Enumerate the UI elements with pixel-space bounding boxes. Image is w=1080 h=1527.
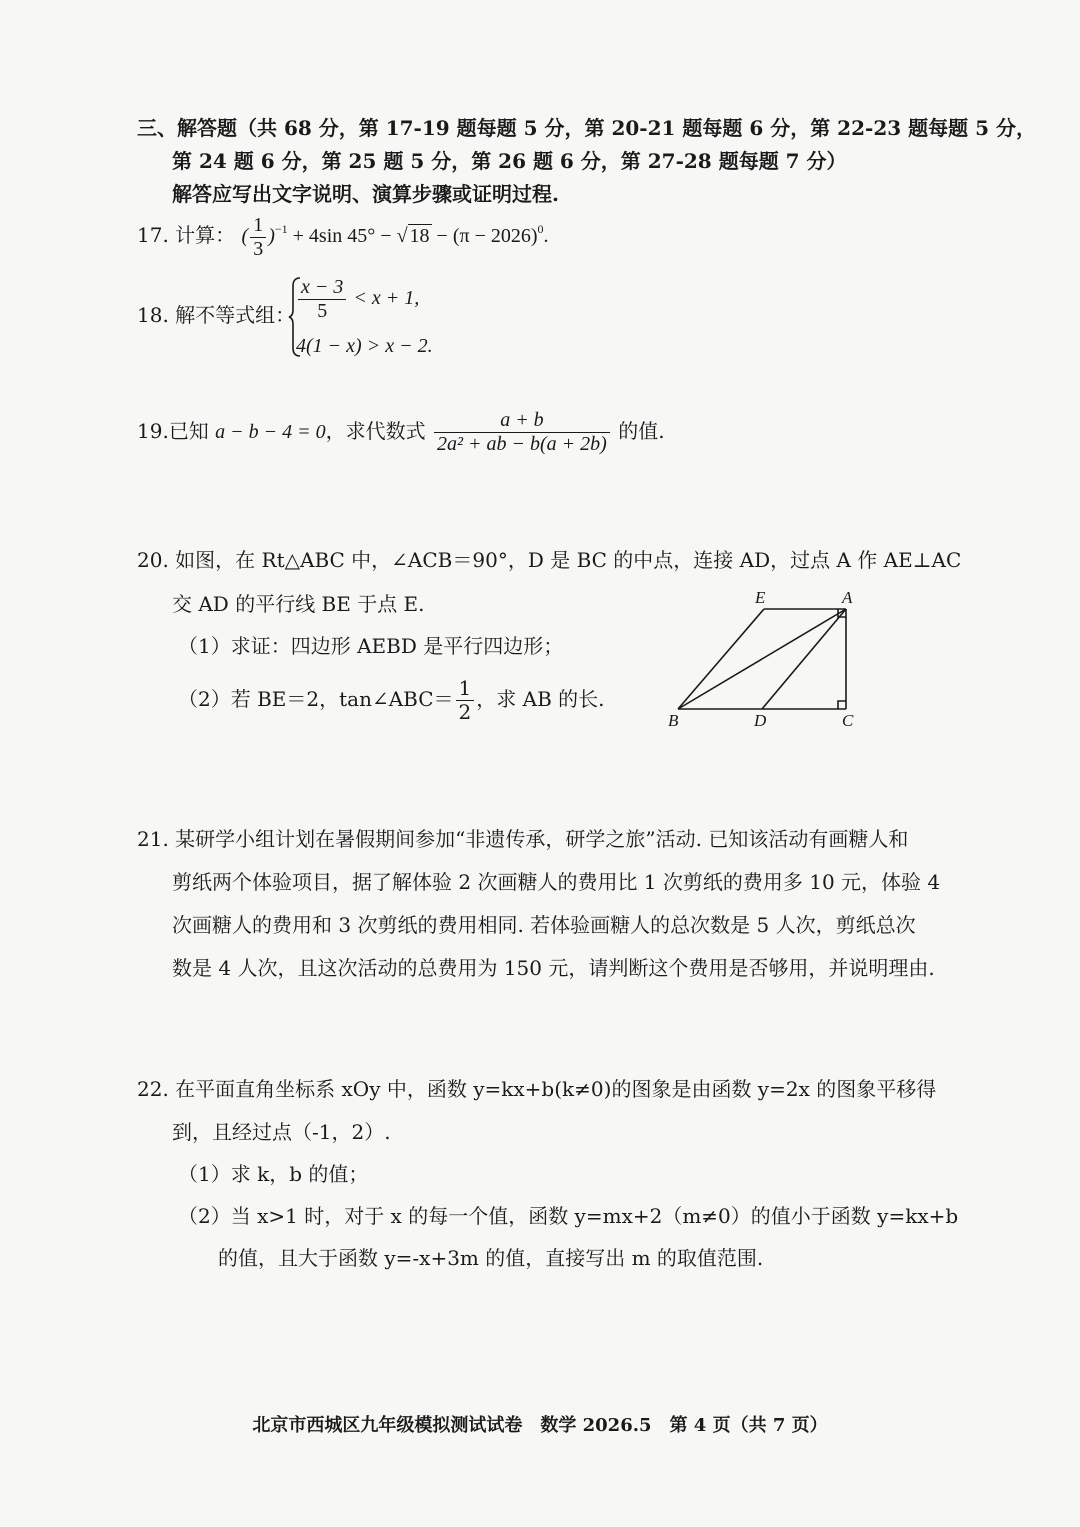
radicand: 18 [409,225,430,248]
section-instruction: 解答应写出文字说明、演算步骤或证明过程. [172,182,559,206]
question-21-line3: 次画糖人的费用和 3 次剪纸的费用相同. 若体验画糖人的总次数是 5 人次，剪纸总次 [172,913,916,937]
point-label-C: C [842,711,854,730]
question-21-line2: 剪纸两个体验项目，据了解体验 2 次画糖人的费用比 1 次剪纸的费用多 10 元，体验 4 [172,870,941,894]
segment-AD [762,609,846,709]
text: 已知 [168,419,209,443]
fraction [298,277,346,322]
point-label-A: A [842,588,853,607]
expression-term: − (π − 2026) [436,225,538,248]
segment-AB [678,609,846,709]
question-number: 17. [137,223,169,248]
fraction-denominator: 3 [253,238,264,260]
fraction-numerator: 1 [456,678,475,701]
question-22-part2-line2: 的值，且大于函数 y=-x+3m 的值，直接写出 m 的取值范围. [218,1246,764,1270]
question-20-line2: 交 AD 的平行线 BE 于点 E. [172,592,425,616]
inequality-2: 4(1 − x) > x − 2. [296,335,433,357]
fraction-denominator: 5 [317,300,328,322]
segment-BE [678,609,764,709]
right-angle-mark-C [838,701,846,709]
fraction-numerator: a + b [434,410,610,433]
text: 的值. [618,419,665,443]
fraction [456,678,475,723]
inequality-rest: < x + 1, [353,287,420,310]
question-number: 21. [137,827,169,851]
point-label-B: B [668,711,679,730]
geometry-figure [660,585,870,735]
expression-term: + 4sin 45° − [292,225,392,248]
question-22-line2: 到，且经过点（-1，2）. [172,1120,391,1144]
question-text: 在平面直角坐标系 xOy 中，函数 y=kx+b(k≠0)的图象是由函数 y=2x 的图象平移得 [175,1077,937,1101]
fraction-denominator: 2a² + ab − b(a + 2b) [437,433,607,455]
question-17: 17. 计算： ( $\frac{1}{3}$ )$^{-1}$ + 4sin 45° − √ $18 - (\pi - 2026)^0$. [137,214,549,260]
condition: a − b − 4 = 0 [215,421,326,443]
question-prompt: 解不等式组： [175,303,296,327]
text: ，求 AB 的长. [476,687,605,711]
fraction [434,410,610,455]
question-text: 某研学小组计划在暑假期间参加“非遗传承，研学之旅”活动. 已知该活动有画糖人和 [175,827,909,851]
question-number: 22. [137,1077,169,1101]
question-22-part2-line1: （2）当 x>1 时，对于 x 的每一个值，函数 y=mx+2（m≠0）的值小于函数 y=kx+b [178,1204,959,1228]
section-header-line1: 三、解答题（共 68 分，第 17-19 题每题 5 分，第 20-21 题每题 6 分，第 22-23 题每题 5 分， [137,116,1036,140]
question-number: 20. [137,548,169,572]
question-number: 18. [137,303,169,327]
text: ，求代数式 [325,419,426,443]
inequality-1 [296,277,419,322]
point-label-E: E [755,588,766,607]
period: . [543,225,549,248]
question-20-line1 [137,548,961,572]
exponent: −1 [274,222,288,237]
question-21-line1 [137,827,908,851]
question-20-part1: （1）求证：四边形 AEBD 是平行四边形； [178,634,564,658]
fraction-numerator: 1 [250,215,266,238]
page-footer: 北京市西城区九年级模拟测试试卷 数学 2026.5 第 4 页（共 7 页） [252,1415,828,1436]
question-prompt: 计算： [175,223,236,248]
text: （2）若 BE＝2，tan∠ABC＝ [178,687,454,711]
question-20-part2 [178,678,604,723]
question-text: 如图，在 Rt△ABC 中，∠ACB＝90°，D 是 BC 的中点，连接 AD，过点 A 作 AE⊥AC [175,548,962,572]
question-22-line1 [137,1077,936,1101]
question-21-line4: 数是 4 人次，且这次活动的总费用为 150 元，请判断这个费用是否够用，并说明理由. [172,956,935,980]
question-22-part1: （1）求 k，b 的值； [178,1162,369,1186]
point-label-D: D [754,711,767,730]
question-18 [137,303,295,327]
exponent: 0 [537,222,544,237]
fraction-denominator: 2 [458,700,472,724]
question-19 [137,410,665,455]
question-number: 19. [137,419,169,443]
fraction [250,215,266,260]
section-header-line2: 第 24 题 6 分，第 25 题 5 分，第 26 题 6 分，第 27-28 题每题 7 分） [172,149,847,173]
fraction-numerator: x − 3 [298,277,346,300]
